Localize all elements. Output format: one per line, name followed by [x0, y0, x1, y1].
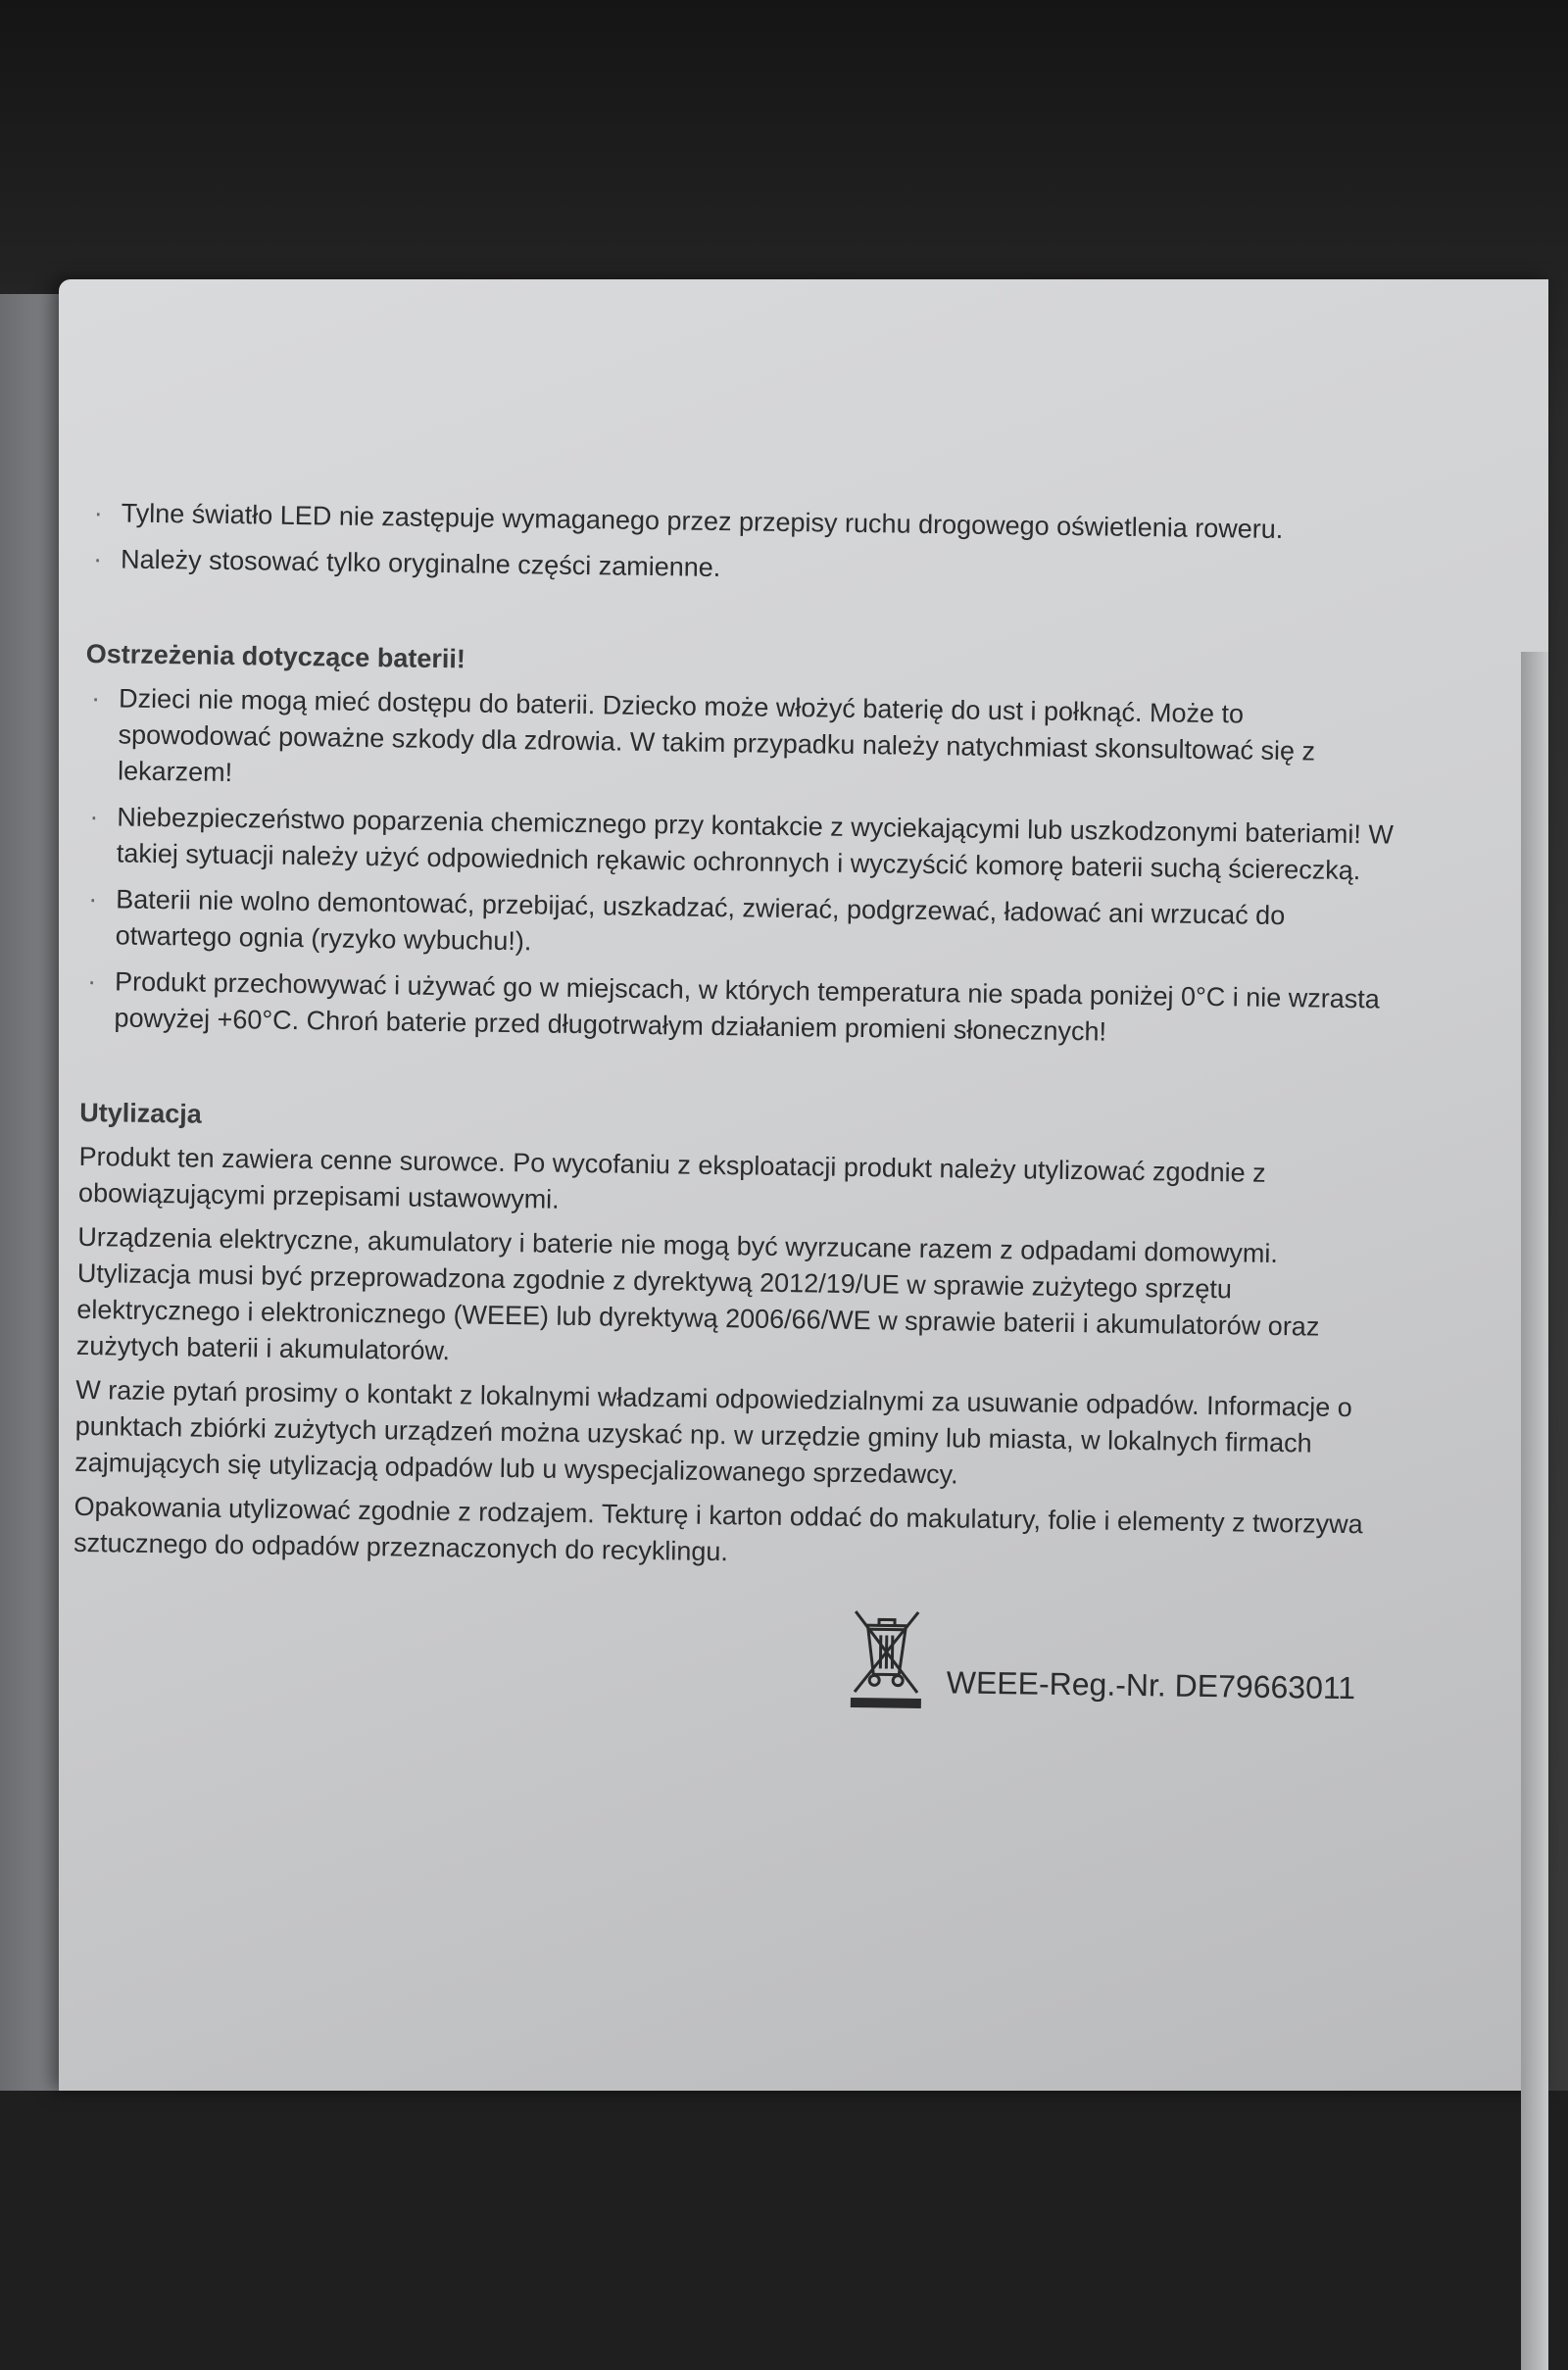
- bullet-marker: ·: [89, 802, 99, 832]
- weee-registration: [72, 1593, 1386, 1719]
- battery-warnings-heading: Ostrzeżenia dotyczące baterii!: [85, 638, 466, 674]
- bullet-marker: ·: [90, 683, 101, 714]
- bullet-text: Należy stosować tylko oryginalne części zamienne.: [120, 544, 721, 583]
- crossed-out-wheelie-bin-icon: [846, 1604, 926, 1712]
- disposal-paragraph-2: Urządzenia elektryczne, akumulatory i baterie nie mogą być wyrzucane razem z odpadami domowymi. Utylizacja musi być przeprowadzona zgodnie z dyrektywą 2012/19/UE w sprawie zużytego sprzętu elektrycznego i elektronicznego (WEEE) lub dyrektywą 2006/66/WE w sprawie baterii i akumulatorów oraz zużytych baterii i akumulatorów.: [75, 1221, 1320, 1366]
- bullet-text: Dzieci nie mogą mieć dostępu do baterii. Dziecko może włożyć baterię do ust i połknąć. Może to spowodować poważne szkody dla zdrowia. W takim przypadku należy natychmiast skonsultować się z lekarzem!: [117, 683, 1316, 788]
- disposal-paragraph-1: Produkt ten zawiera cenne surowce. Po wycofaniu z eksploatacji produkt należy utylizować zgodnie z obowiązującymi przepisami ustawowymi.: [77, 1141, 1266, 1214]
- battery-warning-1: [84, 680, 1398, 808]
- battery-warning-2: [83, 799, 1397, 890]
- battery-warning-4: [80, 963, 1395, 1055]
- page-edge: [1521, 652, 1548, 2370]
- disposal-paragraph-4: Opakowania utylizować zgodnie z rodzajem. Tekturę i karton oddać do makulatury, folie i elementy z tworzywa sztucznego do odpadów przeznaczonych do recyklingu.: [73, 1491, 1363, 1567]
- bullet-marker: ·: [86, 966, 97, 997]
- disposal-paragraph-3: W razie pytań prosimy o kontakt z lokalnymi władzami odpowiedzialnymi za usuwanie odpadów. Informacje o punktach zbiórki zużytych urządzeń można uzyskać np. w urzędzie gminy lub miasta, w lokalnych firmach zajmujących się utylizacją odpadów lub u wyspecjalizowanego sprzedawcy.: [74, 1374, 1352, 1490]
- bullet-text: Niebezpieczeństwo poparzenia chemicznego przy kontakcie z wyciekającymi lub uszkodzonymi bateriami! W takiej sytuacji należy użyć odpowiednich rękawic ochronnych i wyczyścić komorę baterii suchą ściereczką.: [116, 802, 1395, 886]
- bullet-text: Tylne światło LED nie zastępuje wymaganego przez przepisy ruchu drogowego oświetlenia roweru.: [121, 498, 1284, 545]
- intro-bullet-list: [87, 495, 1401, 596]
- intro-bullet-2: [87, 541, 1400, 596]
- bullet-text: Produkt przechowywać i używać go w miejscach, w których temperatura nie spada poniżej 0°C i nie wzrasta powyżej +60°C. Chroń baterie przed długotrwałym działaniem promieni słonecznych!: [114, 966, 1381, 1047]
- weee-registration-number: WEEE-Reg.-Nr. DE79663011: [946, 1664, 1356, 1706]
- bullet-marker: ·: [93, 498, 103, 528]
- disposal-heading: Utylizacja: [78, 1097, 202, 1129]
- bullet-marker: ·: [88, 884, 98, 914]
- bullet-marker: ·: [92, 544, 103, 574]
- battery-warning-3: [81, 881, 1396, 972]
- page-content: [72, 495, 1401, 1719]
- battery-warnings-list: [80, 680, 1398, 1055]
- bullet-text: Baterii nie wolno demontować, przebijać, uszkadzać, zwierać, podgrzewać, ładować ani wrzucać do otwartego ognia (ryzyko wybuchu!).: [115, 884, 1286, 957]
